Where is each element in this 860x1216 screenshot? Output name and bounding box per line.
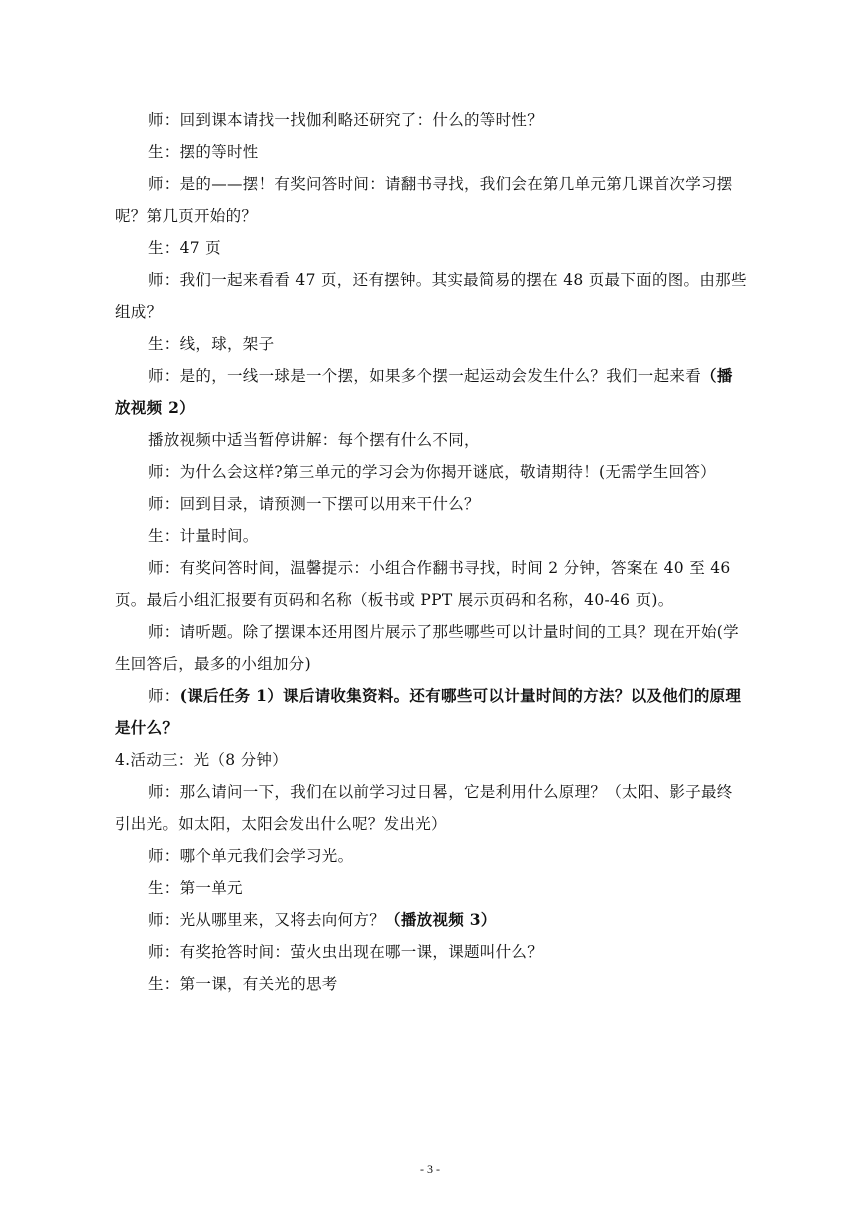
text-run: 师： bbox=[148, 687, 180, 705]
paragraph bbox=[115, 776, 747, 840]
paragraph bbox=[115, 936, 747, 968]
text-run: 生：第一单元 bbox=[148, 879, 243, 897]
text-run: 师：有奖问答时间，温馨提示：小组合作翻书寻找，时间 2 分钟，答案在 40 至 46 页。最后小组汇报要有页码和名称（板书或 PPT 展示页码和名称，40-46 页)。 bbox=[115, 559, 731, 609]
bold-text-run: （播放视频 2） bbox=[115, 366, 733, 417]
paragraph bbox=[115, 872, 747, 904]
text-run: 师：是的——摆！有奖问答时间：请翻书寻找，我们会在第几单元第几课首次学习摆呢？第几页开始的？ bbox=[115, 175, 733, 225]
text-run: 师：为什么会这样?第三单元的学习会为你揭开谜底，敬请期待！(无需学生回答） bbox=[148, 463, 716, 481]
text-run: 师：哪个单元我们会学习光。 bbox=[148, 847, 354, 865]
paragraph bbox=[115, 520, 747, 552]
text-run: 师：回到课本请找一找伽利略还研究了：什么的等时性？ bbox=[148, 111, 544, 129]
paragraph bbox=[115, 264, 747, 328]
paragraph bbox=[115, 488, 747, 520]
text-run: 生：线，球，架子 bbox=[148, 335, 275, 353]
paragraph bbox=[115, 104, 747, 136]
text-run: 师：请听题。除了摆课本还用图片展示了那些哪些可以计量时间的工具？现在开始(学生回答后，最多的小组加分) bbox=[115, 623, 739, 673]
text-run: 生：第一课，有关光的思考 bbox=[148, 975, 338, 993]
document-body bbox=[115, 104, 747, 1000]
paragraph bbox=[115, 328, 747, 360]
text-run: 播放视频中适当暂停讲解：每个摆有什么不同， bbox=[148, 431, 480, 449]
paragraph bbox=[115, 456, 747, 488]
paragraph bbox=[115, 360, 747, 424]
paragraph bbox=[115, 680, 747, 744]
text-run: 生：47 页 bbox=[148, 239, 221, 257]
bold-text-run: （播放视频 3） bbox=[385, 910, 497, 929]
paragraph bbox=[115, 744, 747, 776]
paragraph bbox=[115, 232, 747, 264]
paragraph bbox=[115, 552, 747, 616]
page-number: - 3 - bbox=[420, 1162, 440, 1176]
paragraph bbox=[115, 136, 747, 168]
text-run: 师：有奖抢答时间：萤火虫出现在哪一课，课题叫什么？ bbox=[148, 943, 544, 961]
text-run: 师：是的，一线一球是一个摆，如果多个摆一起运动会发生什么？我们一起来看 bbox=[148, 367, 702, 385]
text-run: 师：光从哪里来，又将去向何方？ bbox=[148, 911, 386, 929]
text-run: 师：那么请问一下，我们在以前学习过日晷，它是利用什么原理？（太阳、影子最终引出光。如太阳，太阳会发出什么呢？发出光） bbox=[115, 783, 733, 833]
paragraph bbox=[115, 840, 747, 872]
paragraph bbox=[115, 424, 747, 456]
text-run: 生：计量时间。 bbox=[148, 527, 259, 545]
bold-text-run: (课后任务 1）课后请收集资料。还有哪些可以计量时间的方法？以及他们的原理是什么？ bbox=[115, 686, 742, 737]
paragraph bbox=[115, 616, 747, 680]
text-run: 师：我们一起来看看 47 页，还有摆钟。其实最简易的摆在 48 页最下面的图。由那些组成？ bbox=[115, 271, 747, 321]
text-run: 生：摆的等时性 bbox=[148, 143, 259, 161]
text-run: 师：回到目录，请预测一下摆可以用来干什么？ bbox=[148, 495, 480, 513]
paragraph bbox=[115, 168, 747, 232]
text-run: 4.活动三：光（8 分钟） bbox=[115, 751, 288, 769]
paragraph bbox=[115, 904, 747, 936]
paragraph bbox=[115, 968, 747, 1000]
